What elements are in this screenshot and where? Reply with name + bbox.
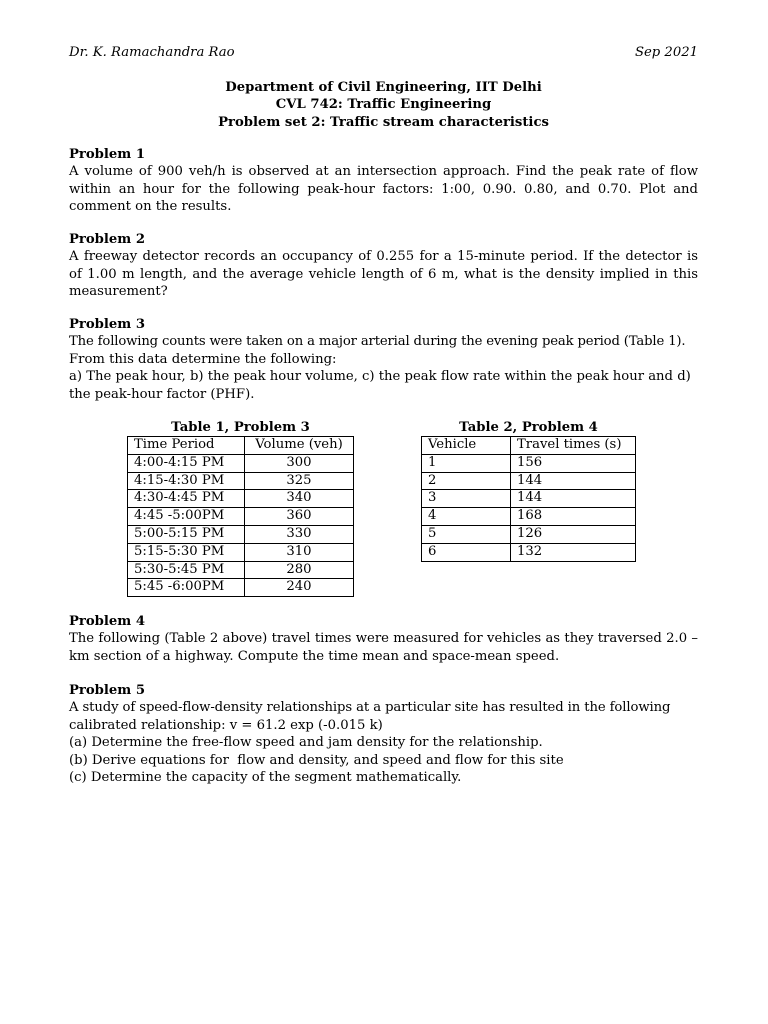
problem-3 [69,316,698,403]
author-name: Dr. K. Ramachandra Rao [69,45,235,60]
table-row [128,472,354,490]
time-period-cell: 5:45 -6:00PM [128,579,245,597]
vehicle-cell: 1 [422,454,511,472]
volume-cell: 340 [245,490,354,508]
table-row [128,579,354,597]
problem-5-title: Problem 5 [69,683,146,698]
problem-5-line-4: (b) Derive equations for flow and density, and speed and flow for this site [69,752,564,768]
problem-3-line-1: The following counts were taken on a major arterial during the evening peak period (Table 1). [69,334,686,350]
problem-set-title: Problem set 2: Traffic stream characteristics [218,114,549,130]
table-row [128,525,354,543]
table-1-header-volume: Volume (veh) [245,437,354,455]
table-row [422,543,636,561]
problem-5-line-5: (c) Determine the capacity of the segment mathematically. [69,770,462,786]
table-1-header-time: Time Period [128,437,245,455]
vehicle-cell: 3 [422,490,511,508]
problem-4 [69,613,698,665]
table-2-header-vehicle: Vehicle [422,437,511,455]
vehicle-cell: 2 [422,472,511,490]
travel-time-cell: 168 [511,508,636,526]
time-period-cell: 4:00-4:15 PM [128,454,245,472]
table-row [422,490,636,508]
document-title-block [69,79,698,131]
time-period-cell: 5:30-5:45 PM [128,561,245,579]
table-2 [421,436,636,562]
time-period-cell: 4:15-4:30 PM [128,472,245,490]
running-header [69,44,698,61]
problem-5-line-1: A study of speed-flow-density relationships at a particular site has resulted in the following [69,700,671,716]
travel-time-cell: 156 [511,454,636,472]
travel-time-cell: 144 [511,490,636,508]
volume-cell: 300 [245,454,354,472]
problem-1 [69,146,698,216]
volume-cell: 325 [245,472,354,490]
time-period-cell: 5:00-5:15 PM [128,525,245,543]
problem-5-line-2: calibrated relationship: v = 61.2 exp (-0.015 k) [69,717,383,733]
travel-time-cell: 126 [511,525,636,543]
problem-3-line-3: a) The peak hour, b) the peak hour volume, c) the peak flow rate within the peak hour and d) the peak-hour factor (PHF). [69,369,691,402]
table-row [422,525,636,543]
problem-3-line-2: From this data determine the following: [69,351,337,367]
volume-cell: 240 [245,579,354,597]
problem-4-text: The following (Table 2 above) travel times were measured for vehicles as they traversed 2.0 – km section of a highway. Compute the time mean and space-mean speed. [69,631,698,664]
volume-cell: 310 [245,543,354,561]
department-title: Department of Civil Engineering, IIT Delhi [225,80,542,95]
course-title: CVL 742: Traffic Engineering [275,97,492,113]
table-row [128,561,354,579]
table-row [422,508,636,526]
table-2-header-travel-time: Travel times (s) [511,437,636,455]
travel-time-cell: 144 [511,472,636,490]
table-row [128,543,354,561]
problem-2-text: A freeway detector records an occupancy of 0.255 for a 15-minute period. If the detector is of 1.00 m length, and the average vehicle length of 6 m, what is the density implied in this measurement? [69,249,698,300]
time-period-cell: 5:15-5:30 PM [128,543,245,561]
problem-2-title: Problem 2 [69,232,146,247]
table-2-header-row [422,437,636,455]
problem-4-title: Problem 4 [69,614,146,629]
table-2-caption: Table 2, Problem 4 [459,420,598,435]
time-period-cell: 4:30-4:45 PM [128,490,245,508]
volume-cell: 280 [245,561,354,579]
time-period-cell: 4:45 -5:00PM [128,508,245,526]
table-1 [127,436,354,597]
problem-1-text: A volume of 900 veh/h is observed at an intersection approach. Find the peak rate of flow within an hour for the following peak-hour factors: 1:00, 0.90. 0.80, and 0.70. Plot and comment on the results. [69,164,698,215]
table-2-block [421,419,636,562]
table-1-caption: Table 1, Problem 3 [171,420,310,435]
problem-3-title: Problem 3 [69,317,146,332]
table-row [422,472,636,490]
problem-5-line-3: (a) Determine the free-flow speed and jam density for the relationship. [69,735,543,751]
problem-2 [69,231,698,301]
header-date: Sep 2021 [634,45,698,60]
volume-cell: 360 [245,508,354,526]
table-1-block [127,419,354,597]
table-1-header-row [128,437,354,455]
vehicle-cell: 4 [422,508,511,526]
problem-1-title: Problem 1 [69,147,146,162]
vehicle-cell: 6 [422,543,511,561]
table-row [128,454,354,472]
volume-cell: 330 [245,525,354,543]
table-row [128,490,354,508]
table-row [422,454,636,472]
table-row [128,508,354,526]
problem-5 [69,682,698,786]
travel-time-cell: 132 [511,543,636,561]
vehicle-cell: 5 [422,525,511,543]
